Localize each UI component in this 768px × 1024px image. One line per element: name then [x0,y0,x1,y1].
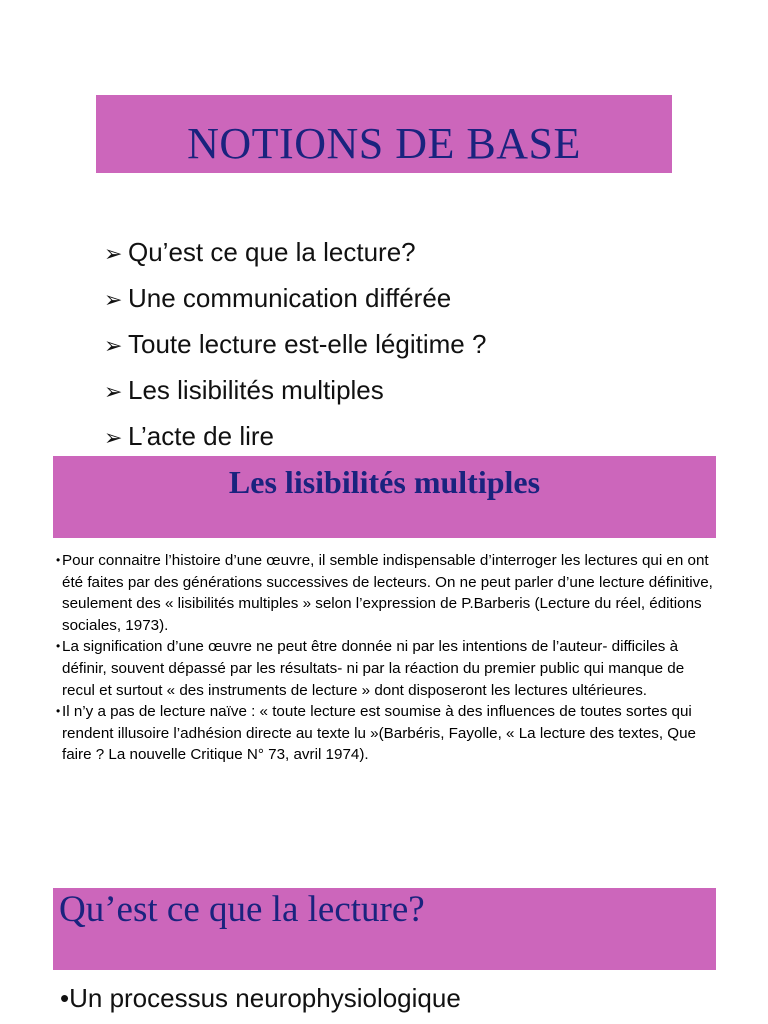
slide2-title-banner [53,456,716,538]
slide1-title-banner [96,95,672,173]
slide2-title: Les lisibilités multiples [228,464,541,500]
arrow-bullet-icon: ➢ [104,287,123,312]
slide1-bullet-list [104,230,664,451]
arrow-bullet-icon: ➢ [104,241,123,266]
slide1-title: NOTIONS DE BASE [187,119,581,168]
paragraph-item: • Il n’y a pas de lecture naïve : « toute lecture est soumise à des influences de toutes sortes qui rendent illusoire l’adhésion directe au texte lu »(Barbéris, Fayolle, « La lecture des textes, Que faire ? La nouvelle Critique N° 73, avril 1974). [56,703,697,764]
paragraph-item: • La signification d’une œuvre ne peut être donnée ni par les intentions de l’auteur- difficiles à définir, souvent dépassé par les résultats- ni par la réaction du premier public qui manque de recul et surtout « des instruments de lecture » dont disposeront les lectures ultérieures. [56,638,685,699]
slide3-title-banner [53,888,716,970]
bullet-dot-icon: • [56,639,61,654]
arrow-bullet-icon: ➢ [104,425,123,450]
slide3-bullet: •Un processus neurophysiologique [60,983,461,1013]
arrow-bullet-icon: ➢ [104,333,123,358]
list-item: ➢ Toute lecture est-elle légitime ? [104,322,664,368]
paragraph-item: • Pour connaitre l’histoire d’une œuvre, il semble indispensable d’interroger les lectures qui en ont été faites par des générations successives de lecteurs. On ne peut parler d’une lecture définitive, seulement des « lisibilités multiples » selon l’expression de P.Barberis (Lecture du réel, éditions sociales, 1973). [56,552,713,634]
bullet-dot-icon: • [56,553,61,567]
list-item: ➢ L’acte de lire [104,414,664,460]
list-item: ➢ Qu’est ce que la lecture? [104,230,664,276]
bullet-dot-icon: • [56,704,61,719]
list-item: ➢ Les lisibilités multiples [104,368,664,414]
arrow-bullet-icon: ➢ [104,379,123,404]
list-item: ➢ Une communication différée [104,276,664,322]
slide2-paragraph-list [58,550,718,766]
slide3-title: Qu’est ce que la lecture? [59,889,425,930]
